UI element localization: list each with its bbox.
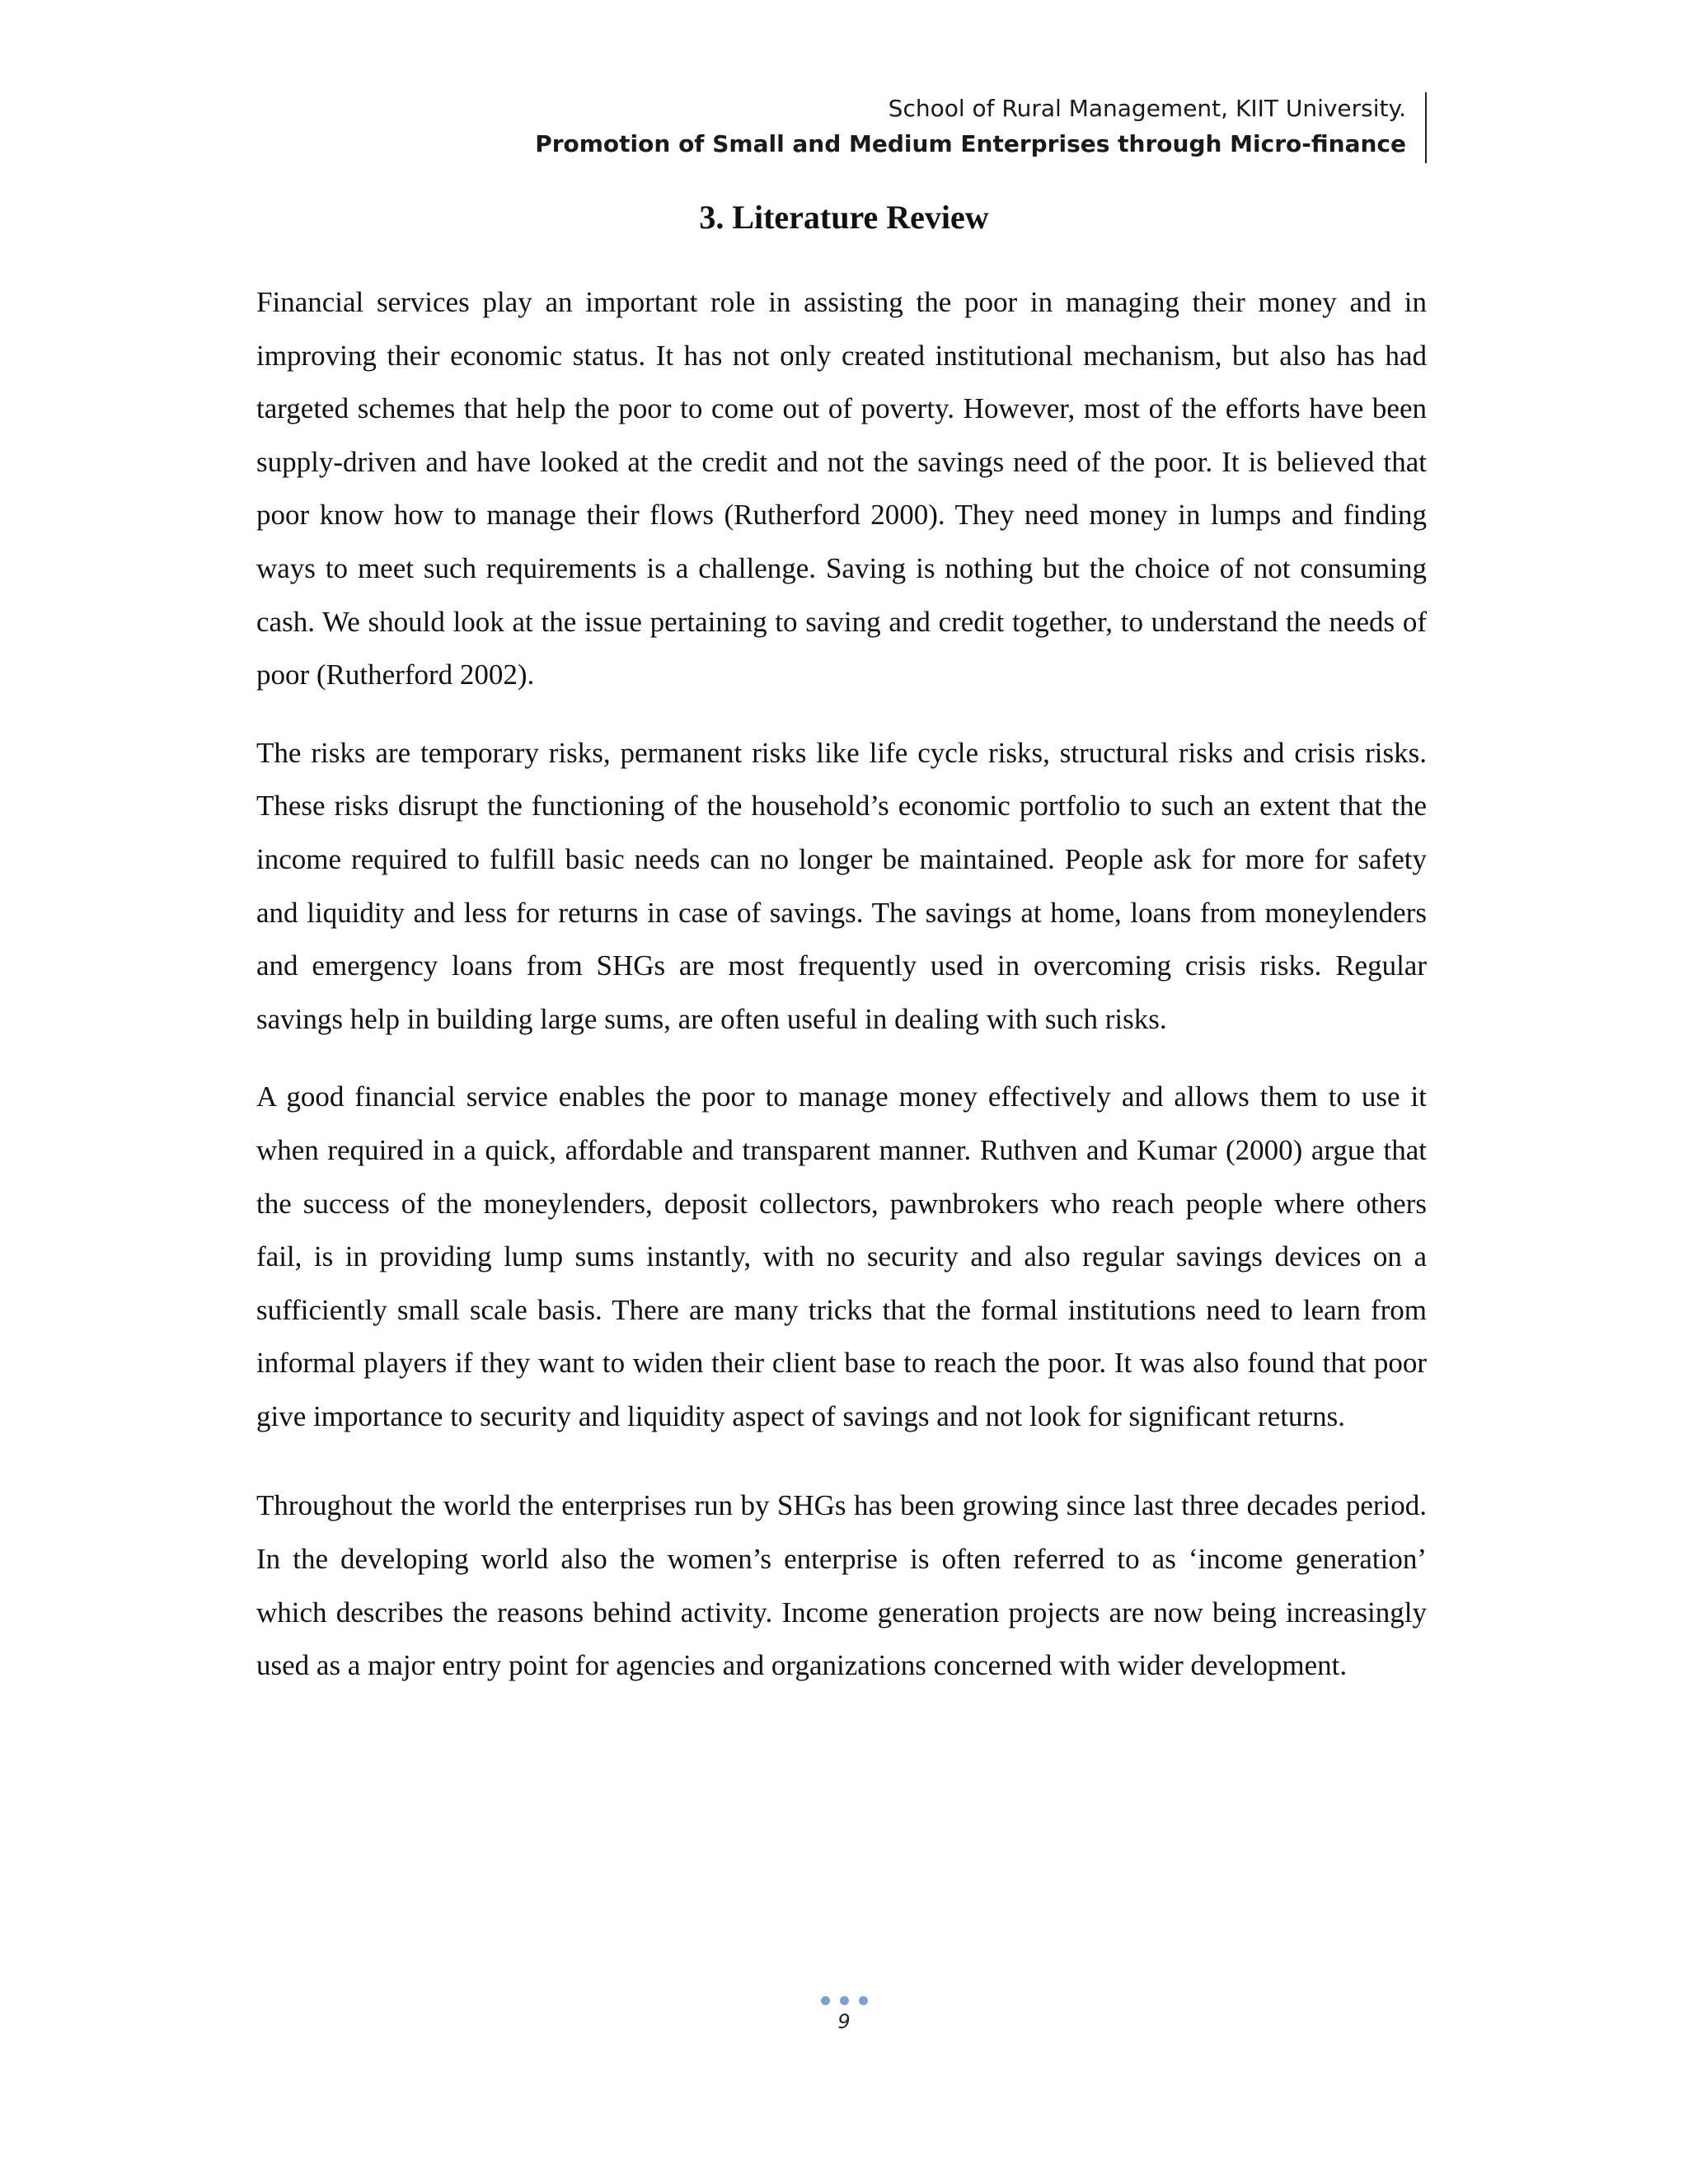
paragraph-3: A good financial service enables the poor to manage money effectively and allows them to use it when required in a quick, affordable and transparent manner. Ruthven and Kumar (2000) argue that the success of the moneylenders, deposit collectors, pawnbrokers who reach people where others fail, is in providing lump sums instantly, with no security and also regular savings devices on a sufficiently small scale basis. There are many tricks that the formal institutions need to learn from informal players if they want to widen their client base to reach the poor. It was also found that poor give importance to security and liquidity aspect of savings and not look for significant returns. bbox=[256, 1080, 1427, 1432]
header-report-title: Promotion of Small and Medium Enterprises through Micro-finance bbox=[535, 130, 1406, 157]
ornament-dot-icon bbox=[840, 1996, 849, 2005]
page-ornament bbox=[0, 1996, 1688, 2005]
running-header bbox=[535, 91, 1416, 162]
section-title: 3. Literature Review bbox=[699, 199, 989, 236]
page-number: 9 bbox=[837, 2010, 851, 2033]
ornament-dot-icon bbox=[821, 1996, 830, 2005]
paragraph-1: Financial services play an important role in assisting the poor in managing their money and in improving their economic status. It has not only created institutional mechanism, but also has had targeted schemes that help the poor to come out of poverty. However, most of the efforts have been supply-driven and have looked at the credit and not the savings need of the poor. It is believed that poor know how to manage their flows (Rutherford 2000). They need money in lumps and finding ways to meet such requirements is a challenge. Saving is nothing but the choice of not consuming cash. We should look at the issue pertaining to saving and credit together, to understand the needs of poor (Rutherford 2002). bbox=[256, 286, 1427, 691]
header-institution: School of Rural Management, KIIT University. bbox=[888, 95, 1406, 122]
paragraph-2: The risks are temporary risks, permanent risks like life cycle risks, structural risks and crisis risks. These risks disrupt the functioning of the household’s economic portfolio to such an extent that the income required to fulfill basic needs can no longer be maintained. People ask for more for safety and liquidity and less for returns in case of savings. The savings at home, loans from moneylenders and emergency loans from SHGs are most frequently used in overcoming crisis risks. Regular savings help in building large sums, are often useful in dealing with such risks. bbox=[256, 736, 1427, 1035]
paragraph-4: Throughout the world the enterprises run by SHGs has been growing since last three decades period. In the developing world also the women’s enterprise is often referred to as ‘income generation’ which describes the reasons behind activity. Income generation projects are now being increasingly used as a major entry point for agencies and organizations concerned with wider development. bbox=[256, 1489, 1427, 1682]
body-text bbox=[256, 276, 1427, 1718]
ornament-dot-icon bbox=[859, 1996, 868, 2005]
header-divider bbox=[1425, 92, 1427, 163]
